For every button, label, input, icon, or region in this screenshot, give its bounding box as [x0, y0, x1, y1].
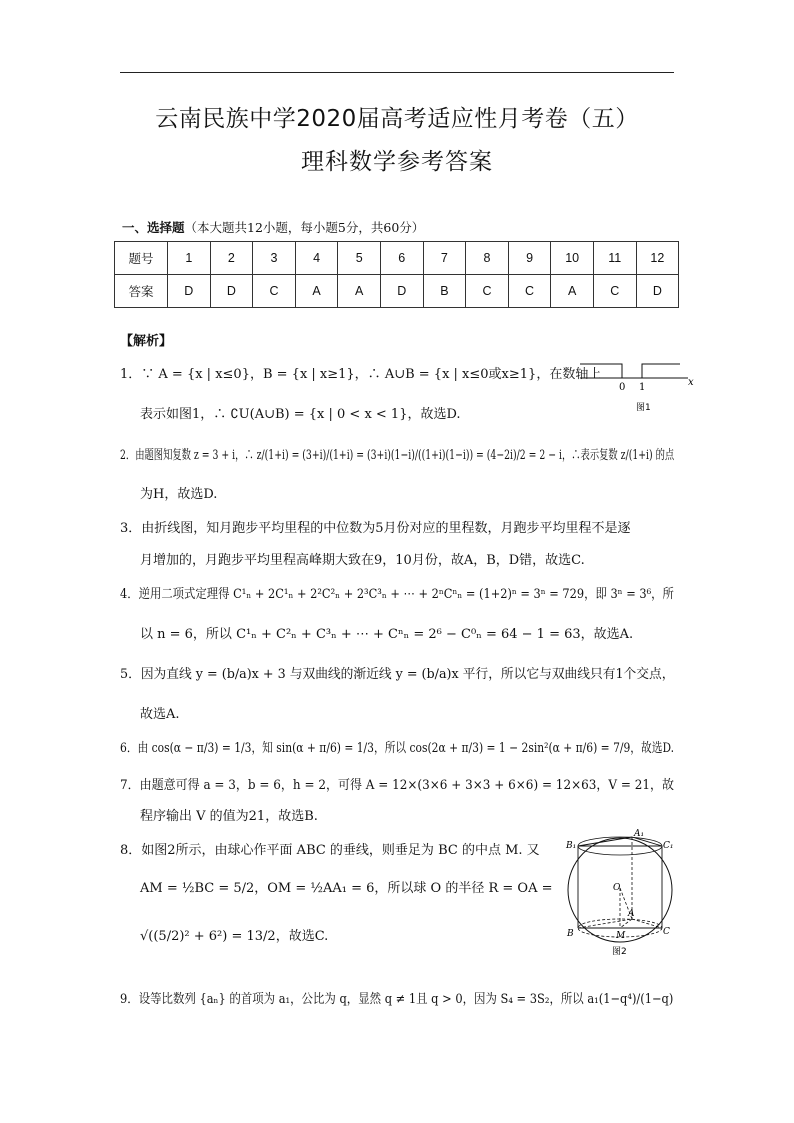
- label-o: O: [613, 883, 621, 893]
- table-cell: A: [295, 275, 338, 308]
- label-a: A: [628, 909, 635, 919]
- table-row-answers: [115, 275, 679, 308]
- solution-8-line-1: 8．如图2所示，由球心作平面 ABC 的垂线，则垂足为 BC 的中点 M. 又: [120, 843, 540, 858]
- table-cell: 2: [210, 242, 253, 275]
- solution-4-line-1: 4．逆用二项式定理得 C¹ₙ + 2C¹ₙ + 2²C²ₙ + 2³C³ₙ + ⋯ + 2ⁿCⁿₙ = (1+2)ⁿ = 3ⁿ = 729，即 3ⁿ = 3⁶，所: [120, 587, 674, 602]
- figure-2-caption: 图2: [612, 947, 627, 957]
- table-cell: 11: [593, 242, 636, 275]
- table-cell: D: [210, 275, 253, 308]
- solution-2-line-2: 为H，故选D.: [140, 487, 218, 502]
- table-cell: C: [253, 275, 296, 308]
- tick-label-1: 1: [639, 382, 646, 393]
- segment-am: [620, 919, 632, 928]
- number-line-right-ray: [642, 364, 680, 378]
- solution-5-line-2: 故选A.: [140, 707, 180, 722]
- table-cell: 9: [508, 242, 551, 275]
- solution-3-line-2: 月增加的，月跑步平均里程高峰期大致在9，10月份，故A，B，D错，故选C.: [140, 553, 585, 568]
- edge-ba: [578, 919, 632, 928]
- table-cell: 12: [636, 242, 679, 275]
- page-title: 云南民族中学2020届高考适应性月考卷（五）: [155, 106, 639, 132]
- table-cell: A: [551, 275, 594, 308]
- table-header-answer: 答案: [115, 275, 168, 308]
- solution-7-line-2: 程序输出 V 的值为21，故选B.: [140, 809, 318, 824]
- section-heading: [122, 218, 424, 236]
- solution-8-line-3: √((5/2)² + 6²) = 13/2，故选C.: [140, 929, 329, 944]
- figure-1-number-line: [576, 352, 696, 414]
- table-cell: B: [423, 275, 466, 308]
- table-cell: C: [466, 275, 509, 308]
- table-cell: 6: [380, 242, 423, 275]
- figure-2-sphere-diagram: [562, 828, 680, 960]
- label-c1: C₁: [663, 841, 674, 851]
- number-line-left-ray: [580, 364, 622, 378]
- edge-ac: [632, 919, 662, 928]
- table-cell: 1: [168, 242, 211, 275]
- analysis-label: 【解析】: [120, 334, 173, 349]
- table-cell: 5: [338, 242, 381, 275]
- table-cell: 10: [551, 242, 594, 275]
- solution-8-line-2: AM = ½BC = 5/2，OM = ½AA₁ = 6，所以球 O 的半径 R = OA =: [140, 881, 553, 896]
- page-subtitle: 理科数学参考答案: [301, 149, 493, 175]
- table-cell: D: [636, 275, 679, 308]
- axis-label-x: x: [688, 377, 694, 388]
- label-m: M: [616, 931, 626, 941]
- section-note: （本大题共12小题，每小题5分，共60分）: [184, 220, 425, 235]
- table-header-number: 题号: [115, 242, 168, 275]
- solution-6-line-1: 6．由 cos(α − π/3) = 1/3，知 sin(α + π/6) = 1/3，所以 cos(2α + π/3) = 1 − 2sin²(α + π/6) = 7/9，故选D.: [120, 741, 675, 756]
- solution-2-line-1: 2．由题图知复数 z = 3 + i，∴ z/(1+i) = (3+i)/(1+i) = (3+i)(1−i)/((1+i)(1−i)) = (4−2i)/2 = 2 − i，∴表示复数 z/(1+i) 的点: [120, 448, 675, 463]
- table-cell: 7: [423, 242, 466, 275]
- edge-b1a1: [578, 837, 632, 846]
- tick-label-0: 0: [619, 382, 626, 393]
- answer-table: [114, 241, 679, 308]
- table-cell: C: [508, 275, 551, 308]
- table-cell: 3: [253, 242, 296, 275]
- solution-4-line-2: 以 n = 6，所以 C¹ₙ + C²ₙ + C³ₙ + ⋯ + Cⁿₙ = 2⁶ − C⁰ₙ = 64 − 1 = 63，故选A.: [140, 627, 634, 642]
- label-b1: B₁: [566, 841, 577, 851]
- solution-9-line-1: 9．设等比数列 {aₙ} 的首项为 a₁，公比为 q，显然 q ≠ 1且 q > 0，因为 S₄ = 3S₂，所以 a₁(1−q⁴)/(1−q): [120, 992, 674, 1007]
- figure-1-caption: 图1: [636, 403, 651, 413]
- label-b: B: [567, 929, 574, 939]
- table-row-numbers: [115, 242, 679, 275]
- top-rule: [120, 72, 674, 73]
- solution-3-line-1: 3．由折线图，知月跑步平均里程的中位数为5月份对应的里程数，月跑步平均里程不是逐: [120, 521, 631, 536]
- solution-1-line-2: 表示如图1，∴ ∁U(A∪B) = {x | 0 < x < 1}，故选D.: [140, 407, 461, 422]
- label-c: C: [663, 927, 670, 937]
- solution-7-line-1: 7．由题意可得 a = 3，b = 6，h = 2，可得 A = 12×(3×6 + 3×3 + 6×6) = 12×63，V = 21，故: [120, 778, 675, 793]
- label-a1: A₁: [634, 829, 645, 839]
- table-cell: A: [338, 275, 381, 308]
- table-cell: 4: [295, 242, 338, 275]
- table-cell: C: [593, 275, 636, 308]
- table-cell: D: [380, 275, 423, 308]
- table-cell: D: [168, 275, 211, 308]
- table-cell: 8: [466, 242, 509, 275]
- solution-5-line-1: 5．因为直线 y = (b/a)x + 3 与双曲线的渐近线 y = (b/a)x 平行，所以它与双曲线只有1个交点，: [120, 667, 675, 682]
- section-label: 一、选择题: [122, 220, 185, 235]
- solution-1-line-1: 1．∵ A = {x | x≤0}，B = {x | x≥1}，∴ A∪B = {x | x≤0或x≥1}，在数轴上: [120, 367, 602, 382]
